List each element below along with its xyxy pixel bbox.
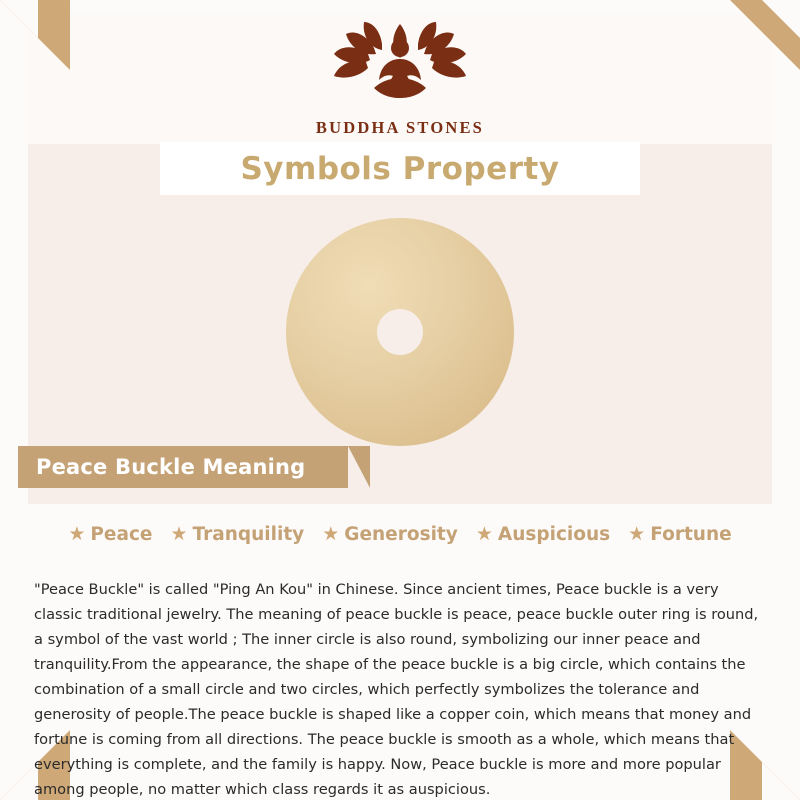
keyword-item [68,524,152,545]
star-icon: ★ [475,524,493,545]
description-paragraph: "Peace Buckle" is called "Ping An Kou" in Chinese. Since ancient times, Peace buckle is a very classic traditional jewelry. The meaning of peace buckle is peace, peace buckle outer ring is round, a symbol of the vast world ; The inner circle is also round, symbolizing our inner peace and tranquility.From the appearance, the shape of the peace buckle is a big circle, which contains the combination of a small circle and two circles, which perfectly symbolizes the tolerance and generosity of people.The peace buckle is shaped like a copper coin, which means that money and fortune is coming from all directions. The peace buckle is smooth as a whole, which means that everything is complete, and the family is happy. Now, Peace buckle is more and more popular among people, no matter which class regards it as auspicious. [34,580,759,799]
keyword-label: Tranquility [192,524,305,545]
keyword-label: Generosity [344,524,458,545]
keyword-item [476,524,610,545]
keyword-list [0,524,800,545]
brand-name: BUDDHA STONES [315,118,485,137]
peace-buckle-image [0,218,800,448]
keyword-item [170,524,304,545]
brand-block [0,18,800,138]
page-title: Symbols Property [240,150,560,187]
keyword-label: Auspicious [497,524,611,545]
corner-decoration-bottom-left-inner [0,762,38,800]
section-ribbon [18,446,348,488]
star-icon: ★ [628,524,646,545]
keyword-item [322,524,458,545]
lotus-meditation-icon [310,18,490,114]
page-title-band [160,142,640,195]
peace-buckle-inner-hole [377,309,423,355]
keyword-label: Peace [90,524,153,545]
star-icon: ★ [170,524,188,545]
star-icon: ★ [322,524,340,545]
star-icon: ★ [68,524,86,545]
keyword-label: Fortune [650,524,732,545]
peace-buckle-disc [286,218,514,446]
section-ribbon-label: Peace Buckle Meaning [36,455,306,479]
section-ribbon-tail [348,446,370,488]
keyword-item [628,524,732,545]
